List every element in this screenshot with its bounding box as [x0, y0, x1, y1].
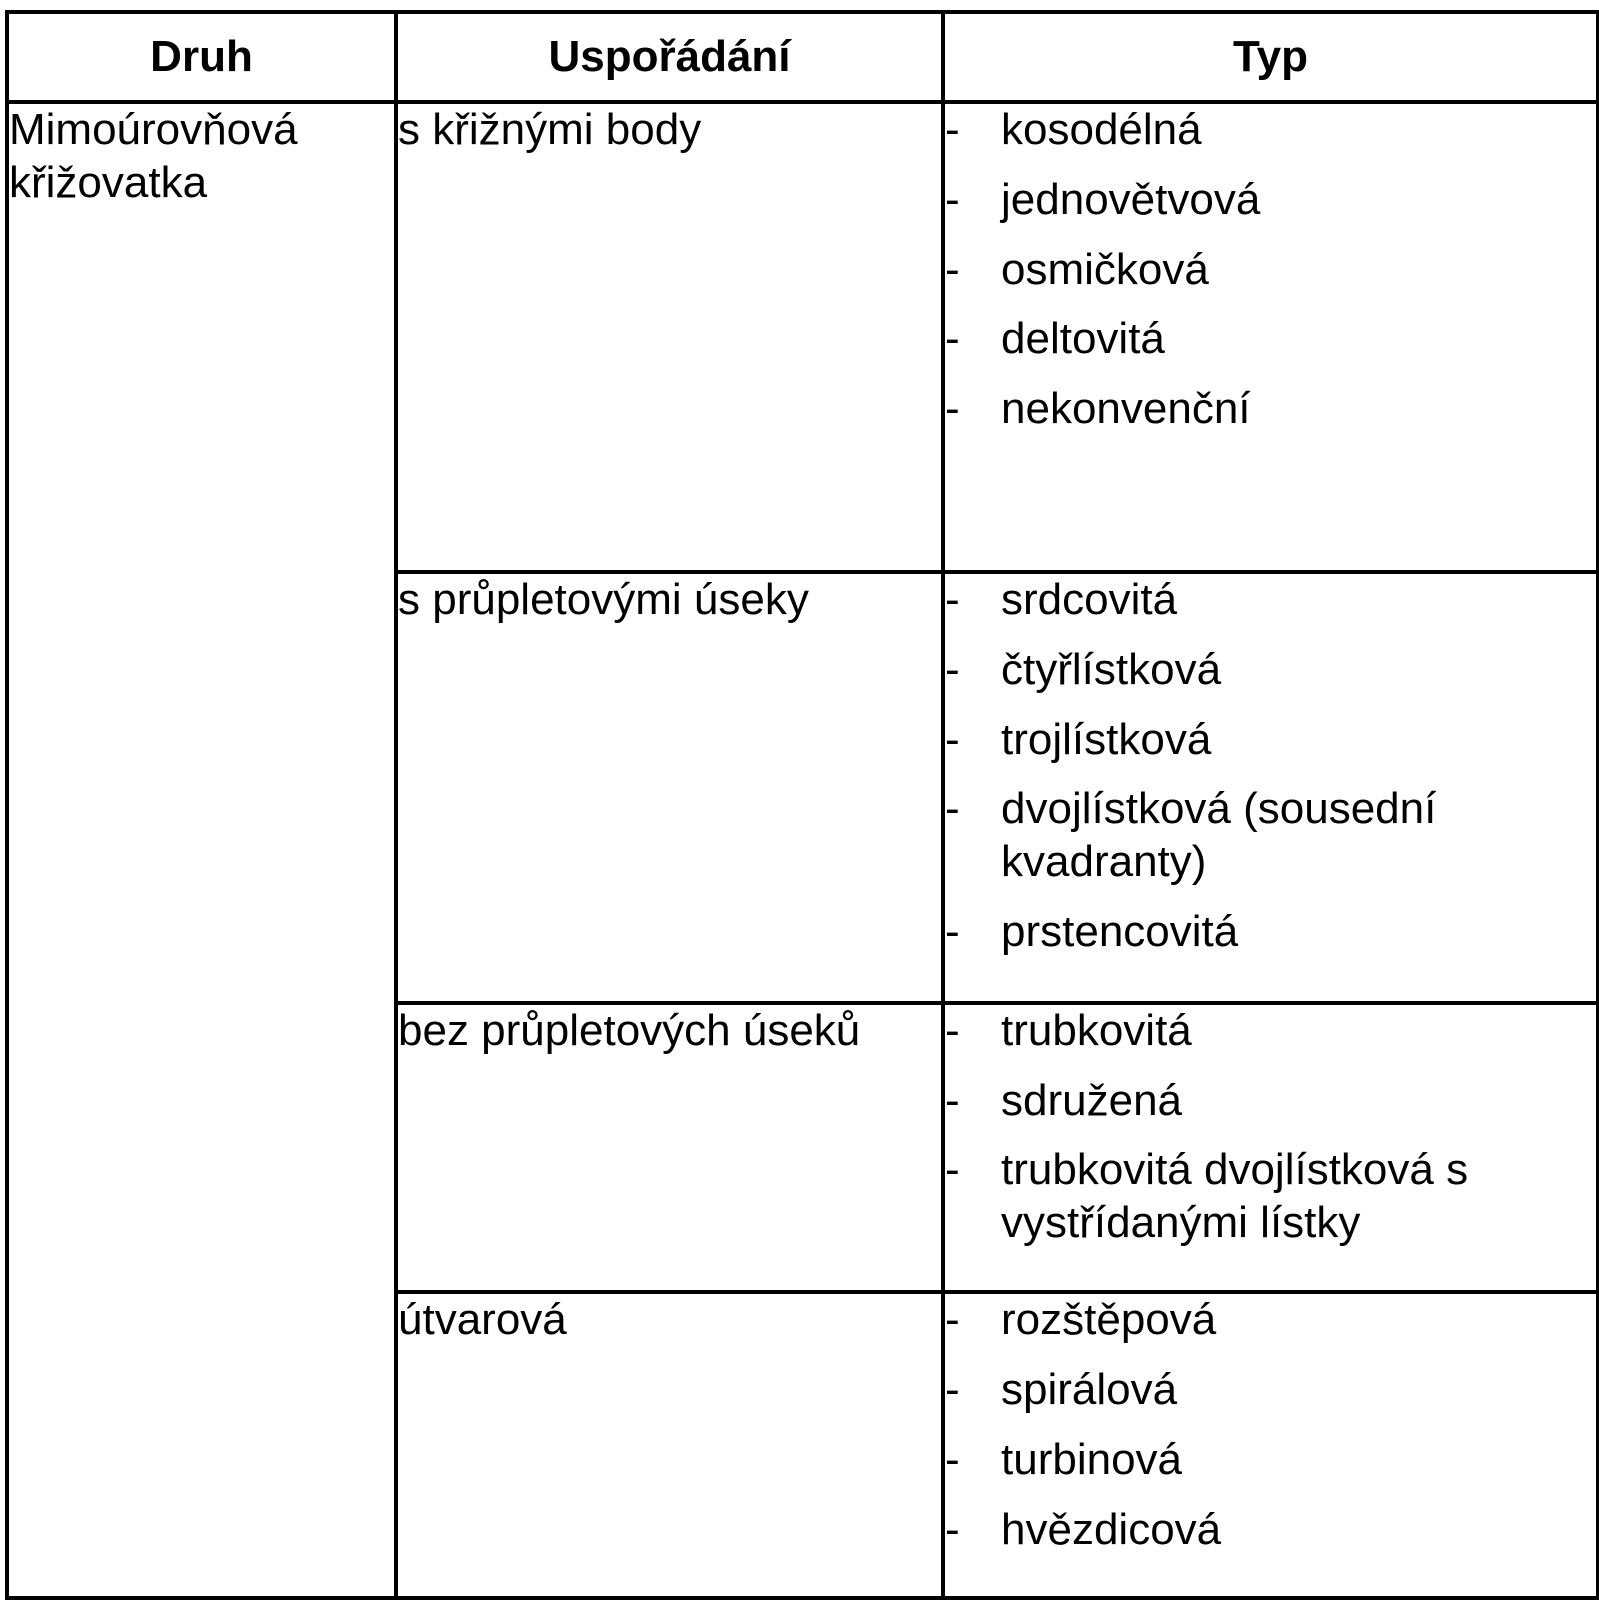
usporadani-cell: s křižnými body: [396, 102, 943, 572]
list-item: [945, 906, 1596, 959]
dash-bullet: -: [945, 784, 960, 834]
typ-cell: [943, 102, 1598, 572]
dash-bullet: -: [945, 244, 960, 294]
type-list: [945, 1005, 1596, 1250]
dash-bullet: -: [945, 1145, 960, 1195]
list-item: [945, 714, 1596, 767]
type-label: spirálová: [1001, 1365, 1178, 1414]
type-list: [945, 104, 1596, 436]
type-label: turbinová: [1001, 1434, 1183, 1484]
dash-bullet: -: [945, 714, 960, 764]
type-label: srdcovitá: [1001, 574, 1178, 624]
list-item: [945, 174, 1596, 227]
dash-bullet: -: [945, 384, 960, 434]
dash-bullet: -: [945, 644, 960, 694]
list-item: [945, 1144, 1596, 1250]
usporadani-cell: s průpletovými úseky: [396, 572, 943, 1003]
type-label: trubkovitá: [1001, 1005, 1192, 1055]
type-list: [945, 1294, 1596, 1556]
dash-bullet: -: [945, 574, 960, 624]
list-item: [945, 104, 1596, 157]
dash-bullet: -: [945, 1295, 960, 1345]
type-list: [945, 574, 1596, 959]
dash-bullet: -: [945, 174, 960, 224]
list-item: [945, 244, 1596, 297]
dash-bullet: -: [945, 1005, 960, 1055]
header-typ: Typ: [943, 12, 1598, 102]
type-label: prstencovitá: [1001, 906, 1239, 956]
typ-cell: [943, 1292, 1598, 1598]
dash-bullet: -: [945, 1504, 960, 1554]
type-label: trubkovitá dvojlístková s vystřídanými lístky: [1001, 1145, 1469, 1248]
list-item: [945, 644, 1596, 697]
dash-bullet: -: [945, 1434, 960, 1484]
typ-cell: [943, 572, 1598, 1003]
type-label: trojlístková: [1001, 714, 1212, 764]
classification-table: [5, 10, 1599, 1600]
type-label: dvojlístková (sousední kvadranty): [1001, 784, 1437, 887]
list-item: [945, 1504, 1596, 1557]
type-label: jednovětvová: [1001, 174, 1261, 224]
druh-cell: Mimoúrovňová křižovatka: [7, 102, 396, 1598]
list-item: [945, 1364, 1596, 1417]
header-usporadani: Uspořádání: [396, 12, 943, 102]
dash-bullet: -: [945, 1075, 960, 1125]
dash-bullet: -: [945, 906, 960, 956]
list-item: [945, 1294, 1596, 1347]
type-label: sdružená: [1001, 1075, 1183, 1125]
usporadani-cell: útvarová: [396, 1292, 943, 1598]
list-item: [945, 574, 1596, 627]
table-row: [7, 102, 1598, 572]
header-druh: Druh: [7, 12, 396, 102]
list-item: [945, 1075, 1596, 1128]
usporadani-cell: bez průpletových úseků: [396, 1003, 943, 1292]
list-item: [945, 313, 1596, 366]
type-label: nekonvenční: [1001, 384, 1251, 434]
dash-bullet: -: [945, 314, 960, 364]
header-row: [7, 12, 1598, 102]
list-item: [945, 783, 1596, 889]
list-item: [945, 383, 1596, 436]
type-label: rozštěpová: [1001, 1295, 1217, 1345]
type-label: kosodélná: [1001, 105, 1202, 154]
type-label: čtyřlístková: [1001, 644, 1222, 694]
type-label: osmičková: [1001, 244, 1209, 294]
dash-bullet: -: [945, 1365, 960, 1414]
list-item: [945, 1005, 1596, 1058]
list-item: [945, 1434, 1596, 1487]
dash-bullet: -: [945, 105, 960, 154]
type-label: hvězdicová: [1001, 1504, 1222, 1554]
type-label: deltovitá: [1001, 314, 1165, 364]
typ-cell: [943, 1003, 1598, 1292]
